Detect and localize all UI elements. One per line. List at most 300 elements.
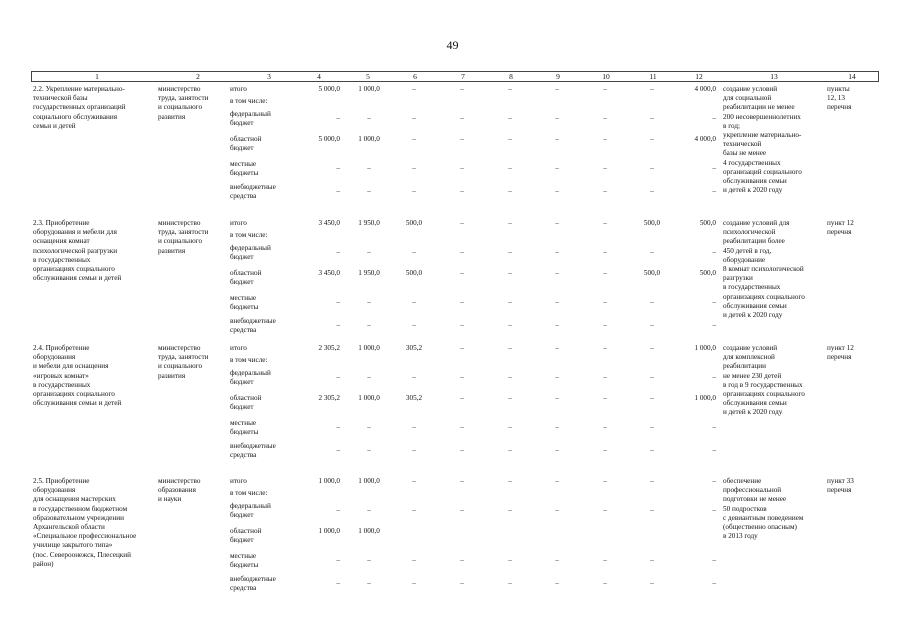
row-1-federal-col12: – [712, 248, 716, 256]
row-3-name-line: 2.5. Приобретение [33, 477, 90, 485]
row-1-regional-col4: 3 450,0 [318, 269, 340, 277]
column-header-1: 1 [95, 72, 99, 81]
row-2-label-local: бюджеты [230, 428, 259, 437]
row-3-extra-col5: – [367, 579, 371, 587]
row-3-local-col5: – [367, 556, 371, 564]
row-3-result-line: обеспечение [723, 477, 762, 485]
row-2-executor-line: развития [158, 371, 186, 380]
column-header-14: 14 [848, 72, 856, 81]
row-2-label-federal: федеральный [230, 369, 271, 377]
row-1-regional-col10: – [603, 269, 607, 277]
row-3-local-col7: – [460, 556, 464, 564]
row-2-extra-col8: – [508, 446, 512, 454]
row-1-total-col11: 500,0 [643, 219, 661, 227]
row-2-result-line: в год в 9 государственных [723, 380, 803, 389]
row-3-reference-line: перечня [827, 486, 852, 495]
row-0-result-line: 200 несовершеннолетних [723, 112, 801, 121]
row-1-total-col7: – [460, 219, 464, 227]
row-1-result-line: реабилитации более [723, 237, 785, 246]
row-0-regional-col7: – [460, 135, 464, 143]
row-3-name-line: образовательном учреждении [33, 513, 124, 522]
row-2-regional-col5: 1 000,0 [358, 394, 380, 402]
row-1-total-col6: 500,0 [405, 219, 423, 227]
column-header-12: 12 [695, 72, 703, 81]
row-3-label-federal: бюджет [230, 511, 254, 520]
row-2-total-col11: – [650, 344, 654, 352]
row-0-local-col4: – [336, 164, 340, 172]
row-0-regional-col10: – [603, 135, 607, 143]
row-2-reference-line: перечня [827, 353, 852, 362]
row-2-result-line: создание условий [723, 344, 778, 352]
row-1-label-regional: областной [230, 269, 262, 277]
row-2-total-col5: 1 000,0 [358, 344, 380, 352]
row-1-label-federal: бюджет [230, 253, 254, 262]
row-3-federal-col7: – [460, 506, 464, 514]
column-header-11: 11 [649, 72, 657, 81]
row-1-reference-line: пункт 12 [827, 219, 854, 227]
row-2-regional-col11: – [650, 394, 654, 402]
row-2-regional-col6: 305,2 [405, 394, 423, 402]
row-0-local-col10: – [603, 164, 607, 172]
row-0-extra-col4: – [336, 187, 340, 195]
row-0-extra-col7: – [460, 187, 464, 195]
row-0-regional-col4: 5 000,0 [318, 135, 340, 143]
row-0-result-line: реабилитации не менее [723, 103, 795, 112]
row-0-local-col11: – [650, 164, 654, 172]
row-2-regional-col7: – [460, 394, 464, 402]
row-3-federal-col9: – [555, 506, 559, 514]
row-0-federal-col10: – [603, 114, 607, 122]
row-3-extra-col9: – [555, 579, 559, 587]
row-0-total-col11: – [650, 85, 654, 93]
row-0-federal-col5: – [367, 114, 371, 122]
row-2-result-line: и детей к 2020 году [723, 408, 783, 417]
row-0-label-federal: федеральный [230, 110, 271, 118]
row-1-federal-col5: – [367, 248, 371, 256]
row-3-name-line: училище закрытого типа» [33, 541, 113, 550]
row-3-name-line: район) [33, 559, 54, 568]
row-3-extra-col10: – [603, 579, 607, 587]
row-0-total-col8: – [508, 85, 512, 93]
row-1-local-col5: – [367, 298, 371, 306]
row-3-label-local: местные [230, 552, 257, 560]
row-3-name-line: «Специальное профессиональное [33, 532, 137, 541]
row-1-label-local: местные [230, 294, 257, 302]
row-1-result-line: оборудование [723, 255, 766, 264]
row-0-local-col12: – [712, 164, 716, 172]
row-3-reference-line: пункт 33 [827, 477, 854, 485]
row-1-regional-col6: 500,0 [405, 269, 423, 277]
row-1-result-line: 8 комнат психологической [723, 265, 804, 273]
row-3-executor-line: образования [158, 486, 196, 495]
row-1-federal-col9: – [555, 248, 559, 256]
row-1-regional-col9: – [555, 269, 559, 277]
row-3-federal-col10: – [603, 506, 607, 514]
row-0-total-col4: 5 000,0 [318, 85, 340, 93]
row-2-local-col12: – [712, 423, 716, 431]
row-2-name-line: в государственных [33, 380, 91, 389]
row-3-label-federal: федеральный [230, 502, 271, 510]
row-2-label-local: местные [230, 419, 257, 427]
row-1-local-col11: – [650, 298, 654, 306]
row-0-total-col12: 4 000,0 [694, 85, 716, 93]
row-0-total-col9: – [555, 85, 559, 93]
row-3-name-line: для оснащения мастерских [33, 495, 116, 504]
row-3-total-col5: 1 000,0 [358, 477, 380, 485]
row-0-result-line: в год; [723, 121, 740, 130]
row-0-federal-col11: – [650, 114, 654, 122]
row-2-result-line: обслуживания семьи [723, 399, 787, 408]
row-0-total-col5: 1 000,0 [358, 85, 380, 93]
row-2-label-regional: областной [230, 394, 262, 402]
row-2-name-line: оборудования [33, 353, 76, 362]
row-0-extra-col8: – [508, 187, 512, 195]
row-2-regional-col4: 2 305,2 [318, 394, 340, 402]
row-1-total-col4: 3 450,0 [318, 219, 340, 227]
row-3-local-col11: – [650, 556, 654, 564]
row-2-extra-col6: – [412, 446, 416, 454]
row-0-total-col10: – [603, 85, 607, 93]
row-2-executor-line: и социального [158, 362, 203, 371]
row-3-regional-col5: 1 000,0 [358, 527, 380, 535]
row-0-name-line: семьи и детей [33, 121, 76, 130]
row-0-name-line: государственных организаций [33, 103, 126, 112]
row-2-name-line: организациях социального [33, 390, 115, 398]
row-0-result-line: организаций социального [723, 167, 802, 176]
row-0-label-local: бюджеты [230, 169, 259, 178]
row-1-extra-col9: – [555, 321, 559, 329]
row-2-total-col6: 305,2 [405, 344, 423, 352]
row-3-label-local: бюджеты [230, 561, 259, 570]
row-0-regional-col8: – [508, 135, 512, 143]
row-2-total-col12: 1 000,0 [694, 344, 716, 352]
row-3-extra-col6: – [412, 579, 416, 587]
row-0-regional-col11: – [650, 135, 654, 143]
row-0-label-extrabudget: средства [230, 192, 257, 201]
row-3-local-col8: – [508, 556, 512, 564]
row-0-local-col7: – [460, 164, 464, 172]
row-1-extra-col11: – [650, 321, 654, 329]
row-0-name-line: 2.2. Укрепление материально- [33, 85, 125, 93]
row-2-label-regional: бюджет [230, 403, 254, 412]
row-2-total-col10: – [603, 344, 607, 352]
row-0-total-col6: – [412, 85, 416, 93]
row-2-reference-line: пункт 12 [827, 344, 854, 352]
column-header-2: 2 [196, 72, 200, 81]
row-3-result-line: (общественно опасным) [723, 523, 797, 531]
row-1-extra-col7: – [460, 321, 464, 329]
row-0-label-including: в том числе: [230, 97, 268, 105]
row-1-result-line: обслуживания семьи [723, 301, 787, 310]
row-1-result-line: организациях социального [723, 292, 805, 301]
row-3-regional-col4: 1 000,0 [318, 527, 340, 535]
column-header-7: 7 [461, 72, 465, 81]
row-1-label-extrabudget: средства [230, 326, 257, 335]
row-1-federal-col10: – [603, 248, 607, 256]
row-1-local-col10: – [603, 298, 607, 306]
row-0-extra-col11: – [650, 187, 654, 195]
row-3-label-regional: областной [230, 527, 262, 535]
row-1-federal-col6: – [412, 248, 416, 256]
row-2-result-line: реабилитации [723, 362, 766, 371]
row-2-local-col4: – [336, 423, 340, 431]
row-3-federal-col11: – [650, 506, 654, 514]
row-0-executor-line: труда, занятости [158, 94, 209, 103]
row-1-regional-col11: 500,0 [643, 269, 661, 277]
row-0-federal-col4: – [336, 114, 340, 122]
row-3-federal-col4: – [336, 506, 340, 514]
row-3-federal-col12: – [712, 506, 716, 514]
row-0-reference-line: перечня [827, 103, 852, 112]
row-2-executor-line: министерство [158, 344, 201, 352]
row-0-result-line: базы не менее [723, 149, 767, 158]
row-3-label-regional: бюджет [230, 536, 254, 545]
row-1-regional-col7: – [460, 269, 464, 277]
row-3-label-total: итого [230, 477, 247, 485]
row-0-regional-col12: 4 000,0 [694, 135, 716, 143]
row-3-extra-col11: – [650, 579, 654, 587]
row-0-federal-col8: – [508, 114, 512, 122]
row-2-label-extrabudget: внебюджетные [230, 442, 276, 450]
column-header-8: 8 [509, 72, 513, 81]
row-1-federal-col11: – [650, 248, 654, 256]
row-1-result-line: 450 детей в год, [723, 246, 772, 255]
row-3-result-line: 50 подростков [723, 504, 767, 513]
row-2-regional-col12: 1 000,0 [694, 394, 716, 402]
row-0-regional-col9: – [555, 135, 559, 143]
row-3-federal-col5: – [367, 506, 371, 514]
row-1-extra-col12: – [712, 321, 716, 329]
row-2-extra-col4: – [336, 446, 340, 454]
row-0-extra-col9: – [555, 187, 559, 195]
row-0-local-col6: – [412, 164, 416, 172]
column-header-10: 10 [602, 72, 610, 81]
row-2-result-line: не менее 230 детей [723, 371, 782, 380]
row-0-executor-line: развития [158, 112, 186, 121]
row-1-result-line: создание условий для [723, 219, 790, 227]
row-1-name-line: оборудования и мебели для [33, 228, 117, 237]
row-2-federal-col11: – [650, 373, 654, 381]
row-3-local-col12: – [712, 556, 716, 564]
row-0-regional-col5: 1 000,0 [358, 135, 380, 143]
row-2-federal-col8: – [508, 373, 512, 381]
row-0-total-col7: – [460, 85, 464, 93]
row-0-reference-line: 12, 13 [827, 94, 845, 103]
row-3-label-extrabudget: средства [230, 584, 257, 593]
row-1-label-federal: федеральный [230, 244, 271, 252]
row-0-local-col9: – [555, 164, 559, 172]
row-3-total-col4: 1 000,0 [318, 477, 340, 485]
row-1-executor-line: развития [158, 246, 186, 255]
row-2-total-col8: – [508, 344, 512, 352]
row-3-federal-col6: – [412, 506, 416, 514]
row-1-executor-line: министерство [158, 219, 201, 227]
row-1-name-line: обслуживания семьи и детей [33, 274, 122, 283]
row-3-result-line: в 2013 году [723, 532, 758, 541]
row-0-federal-col7: – [460, 114, 464, 122]
row-1-executor-line: труда, занятости [158, 228, 209, 237]
row-1-local-col9: – [555, 298, 559, 306]
row-0-label-total: итого [230, 85, 247, 93]
row-2-extra-col5: – [367, 446, 371, 454]
row-2-local-col7: – [460, 423, 464, 431]
row-0-label-regional: областной [230, 135, 262, 143]
row-2-local-col11: – [650, 423, 654, 431]
row-0-result-line: и детей к 2020 году [723, 186, 783, 195]
row-0-label-regional: бюджет [230, 144, 254, 153]
row-2-name-line: и мебели для оснащения [33, 362, 109, 371]
row-1-local-col7: – [460, 298, 464, 306]
row-2-label-federal: бюджет [230, 378, 254, 387]
row-3-label-including: в том числе: [230, 489, 268, 497]
row-1-label-local: бюджеты [230, 303, 259, 312]
row-2-local-col5: – [367, 423, 371, 431]
row-2-label-including: в том числе: [230, 356, 268, 364]
row-0-result-line: укрепление материально- [723, 131, 802, 139]
row-3-name-line: оборудования [33, 486, 76, 495]
row-2-federal-col7: – [460, 373, 464, 381]
row-2-federal-col10: – [603, 373, 607, 381]
row-1-regional-col12: 500,0 [699, 269, 716, 277]
row-0-name-line: технической базы [33, 94, 88, 103]
column-header-6: 6 [413, 72, 417, 81]
row-0-name-line: социального обслуживания [33, 112, 118, 121]
row-3-executor-line: и науки [158, 495, 182, 504]
row-2-federal-col4: – [336, 373, 340, 381]
row-1-extra-col5: – [367, 321, 371, 329]
row-2-extra-col9: – [555, 446, 559, 454]
row-3-label-extrabudget: внебюджетные [230, 575, 276, 583]
row-3-name-line: в государственном бюджетном [33, 504, 128, 513]
row-0-result-line: создание условий [723, 85, 778, 93]
row-3-extra-col4: – [336, 579, 340, 587]
row-2-federal-col12: – [712, 373, 716, 381]
row-3-extra-col12: – [712, 579, 716, 587]
row-1-result-line: и детей к 2020 году [723, 311, 783, 319]
row-3-local-col4: – [336, 556, 340, 564]
row-3-total-col9: – [555, 477, 559, 485]
row-0-extra-col12: – [712, 187, 716, 195]
row-1-local-col8: – [508, 298, 512, 306]
column-number-header [31, 71, 879, 82]
row-0-federal-col12: – [712, 114, 716, 122]
row-2-federal-col9: – [555, 373, 559, 381]
row-1-regional-col8: – [508, 269, 512, 277]
row-3-total-col12: – [712, 477, 716, 485]
row-1-name-line: в государственных [33, 255, 91, 264]
row-1-total-col12: 500,0 [699, 219, 716, 227]
row-1-extra-col6: – [412, 321, 416, 329]
row-1-local-col6: – [412, 298, 416, 306]
column-header-5: 5 [366, 72, 370, 81]
row-2-local-col9: – [555, 423, 559, 431]
row-2-extra-col12: – [712, 446, 716, 454]
row-0-federal-col9: – [555, 114, 559, 122]
row-0-label-extrabudget: внебюджетные [230, 183, 276, 191]
row-2-label-extrabudget: средства [230, 451, 257, 460]
row-3-extra-col8: – [508, 579, 512, 587]
row-2-local-col6: – [412, 423, 416, 431]
row-2-name-line: 2.4. Приобретение [33, 344, 90, 352]
row-1-name-line: оснащения комнат [33, 237, 90, 246]
row-3-name-line: Архангельской области [33, 523, 105, 531]
column-header-4: 4 [317, 72, 321, 81]
column-header-13: 13 [770, 72, 778, 81]
row-1-extra-col10: – [603, 321, 607, 329]
row-1-label-extrabudget: внебюджетные [230, 317, 276, 325]
row-1-label-total: итого [230, 219, 247, 227]
row-3-total-col11: – [650, 477, 654, 485]
row-1-local-col4: – [336, 298, 340, 306]
row-0-reference-line: пункты [827, 85, 850, 93]
page-number: 49 [446, 38, 459, 52]
row-1-federal-col7: – [460, 248, 464, 256]
row-1-total-col10: – [603, 219, 607, 227]
row-2-total-col7: – [460, 344, 464, 352]
row-1-name-line: 2.3. Приобретение [33, 219, 90, 227]
column-header-3: 3 [267, 72, 271, 81]
row-3-result-line: с девиантным поведением [723, 513, 804, 522]
row-3-total-col6: – [412, 477, 416, 485]
row-0-extra-col5: – [367, 187, 371, 195]
row-0-executor-line: и социального [158, 103, 203, 112]
row-0-result-line: 4 государственных [723, 158, 781, 167]
row-2-extra-col11: – [650, 446, 654, 454]
row-3-local-col9: – [555, 556, 559, 564]
row-1-result-line: в государственных [723, 283, 781, 292]
row-0-local-col5: – [367, 164, 371, 172]
row-1-total-col9: – [555, 219, 559, 227]
row-3-total-col8: – [508, 477, 512, 485]
row-2-regional-col9: – [555, 394, 559, 402]
row-1-executor-line: и социального [158, 237, 203, 246]
row-1-extra-col4: – [336, 321, 340, 329]
row-1-result-line: разгрузки [723, 274, 753, 283]
row-0-federal-col6: – [412, 114, 416, 122]
row-2-result-line: организациях социального [723, 390, 805, 398]
row-3-executor-line: министерство [158, 477, 201, 485]
row-2-label-total: итого [230, 344, 247, 352]
row-2-name-line: «игровых комнат» [33, 371, 89, 380]
row-1-extra-col8: – [508, 321, 512, 329]
row-0-result-line: технической [723, 140, 762, 149]
row-3-local-col10: – [603, 556, 607, 564]
row-3-local-col6: – [412, 556, 416, 564]
row-1-name-line: психологической разгрузки [33, 246, 118, 255]
row-2-result-line: для комплексной [723, 353, 775, 362]
row-2-federal-col5: – [367, 373, 371, 381]
row-2-local-col8: – [508, 423, 512, 431]
row-0-regional-col6: – [412, 135, 416, 143]
row-2-extra-col10: – [603, 446, 607, 454]
row-3-result-line: профессиональной [723, 486, 782, 495]
row-2-regional-col10: – [603, 394, 607, 402]
row-2-executor-line: труда, занятости [158, 353, 209, 362]
row-1-federal-col4: – [336, 248, 340, 256]
row-1-label-regional: бюджет [230, 278, 254, 287]
row-2-name-line: обслуживания семьи и детей [33, 399, 122, 408]
row-0-result-line: для социальной [723, 94, 772, 103]
row-2-total-col4: 2 305,2 [318, 344, 340, 352]
row-0-label-local: местные [230, 160, 257, 168]
row-1-reference-line: перечня [827, 228, 852, 237]
row-1-local-col12: – [712, 298, 716, 306]
row-1-name-line: организациях социального [33, 265, 115, 273]
row-0-label-federal: бюджет [230, 119, 254, 128]
row-1-regional-col5: 1 950,0 [358, 269, 380, 277]
row-0-extra-col10: – [603, 187, 607, 195]
row-3-extra-col7: – [460, 579, 464, 587]
